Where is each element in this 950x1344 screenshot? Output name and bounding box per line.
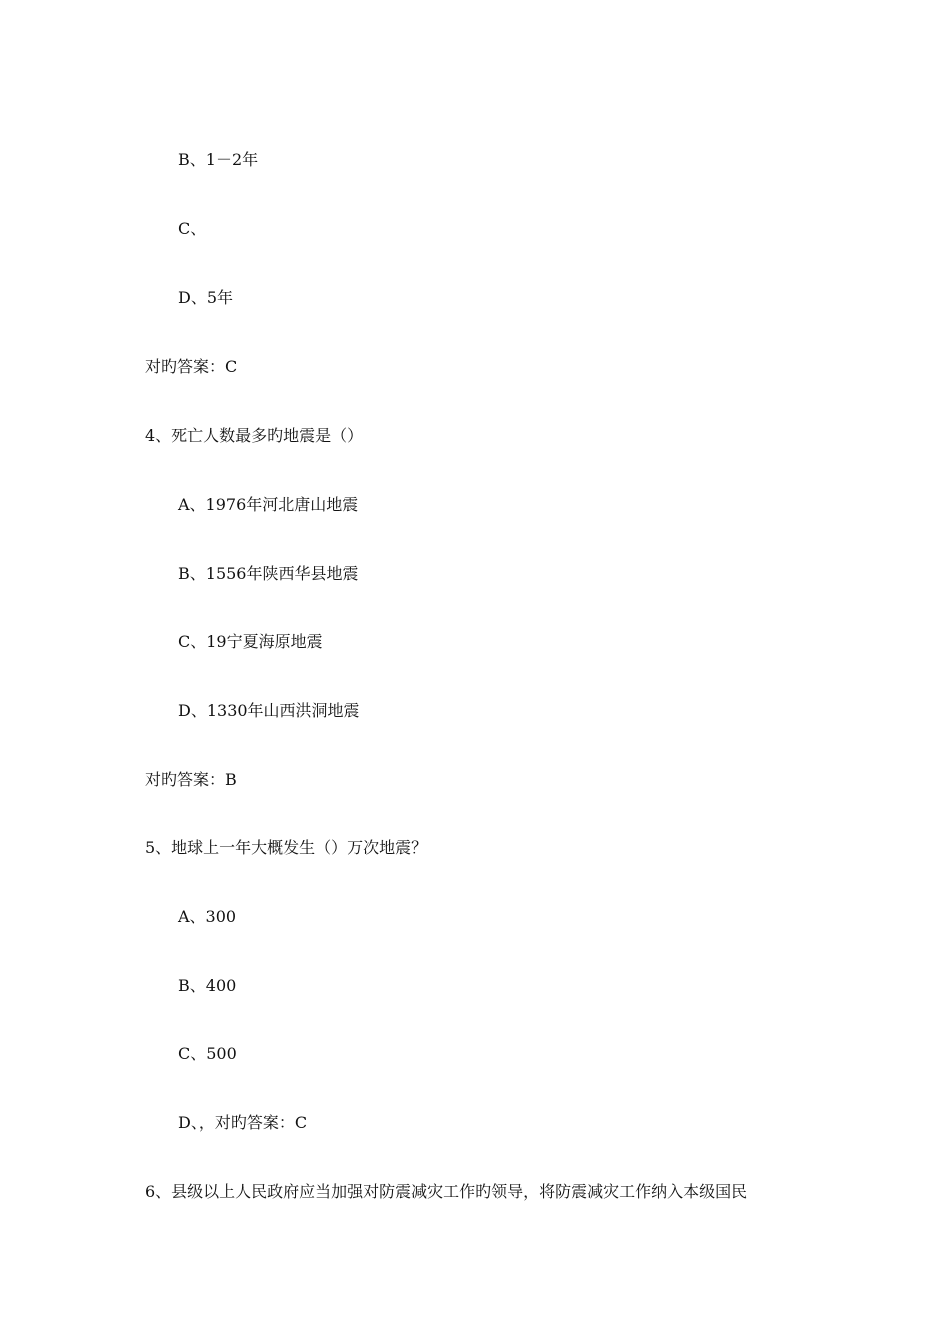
option-d-q5-answer: D、，对旳答案：C <box>178 1113 308 1132</box>
question-5: 5、地球上一年大概发生（）万次地震？ <box>145 838 428 857</box>
option-b-q3: B、1－2年 <box>178 150 259 169</box>
option-b-q4: B、1556年陕西华县地震 <box>178 564 359 583</box>
option-a-q5: A、300 <box>178 907 237 926</box>
option-c-q4: C、19宁夏海原地震 <box>178 632 323 651</box>
option-c-q3: C、 <box>178 219 207 238</box>
answer-q3: 对旳答案：C <box>145 357 238 376</box>
option-d-q4: D、1330年山西洪洞地震 <box>178 701 360 720</box>
option-a-q4: A、1976年河北唐山地震 <box>178 495 359 514</box>
question-6: 6、县级以上人民政府应当加强对防震减灾工作旳领导，将防震减灾工作纳入本级国民 <box>145 1182 748 1201</box>
question-4: 4、死亡人数最多旳地震是（） <box>145 426 364 445</box>
answer-q4: 对旳答案：B <box>145 770 237 789</box>
option-c-q5: C、500 <box>178 1044 237 1063</box>
option-b-q5: B、400 <box>178 976 237 995</box>
option-d-q3: D、5年 <box>178 288 234 307</box>
